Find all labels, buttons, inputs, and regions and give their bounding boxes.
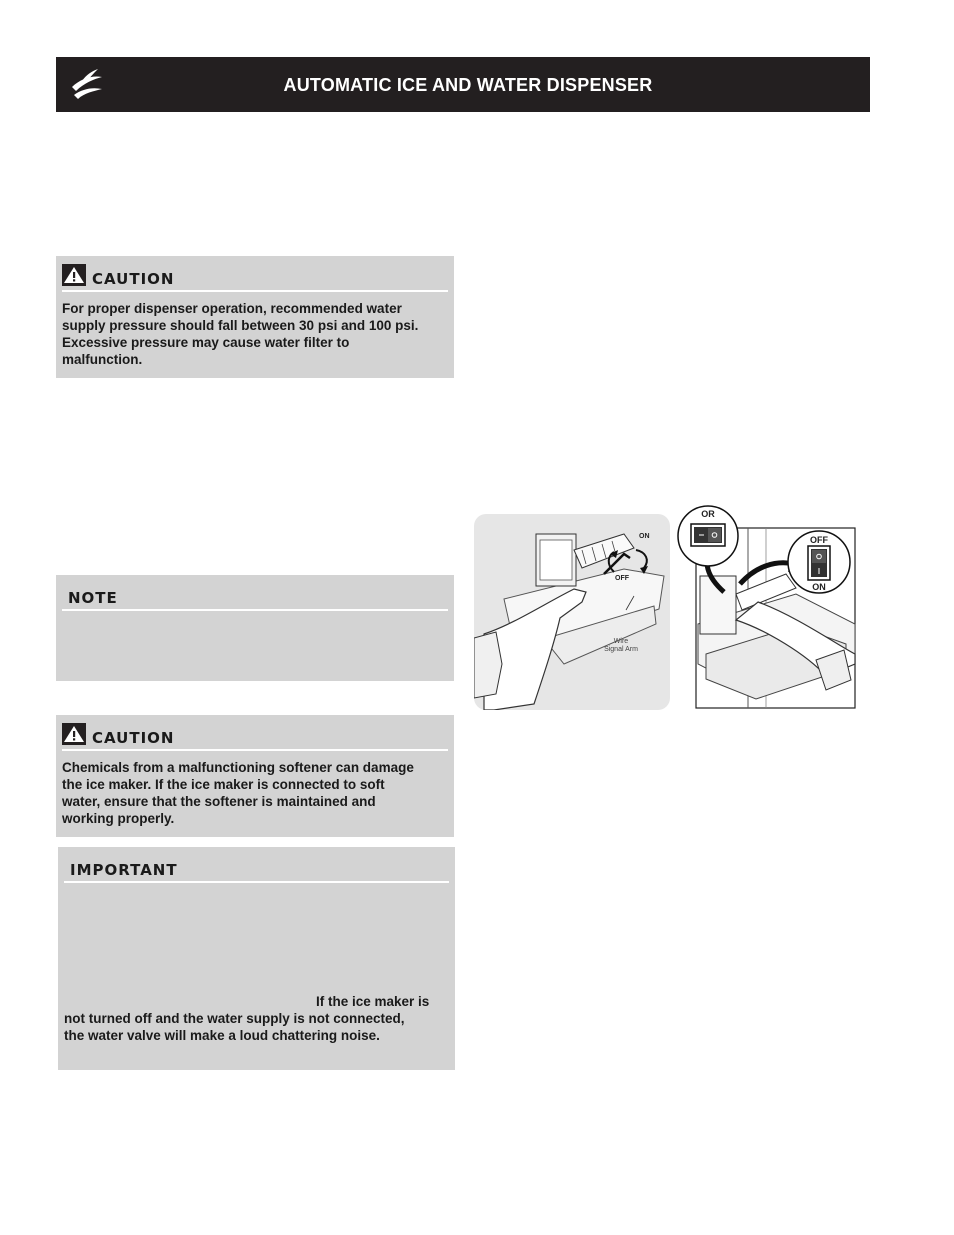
wire-label: Wire bbox=[613, 638, 629, 645]
ice-maker-illustration bbox=[474, 514, 670, 710]
important-title: IMPORTANT bbox=[70, 861, 178, 879]
text-line: the ice maker. If the ice maker is connected to soft bbox=[62, 777, 385, 792]
section-header bbox=[56, 57, 870, 112]
warning-icon bbox=[62, 264, 86, 286]
note-box bbox=[56, 575, 454, 681]
important-text bbox=[64, 993, 444, 1044]
on-label: ON bbox=[812, 582, 826, 592]
text-line: malfunction. bbox=[62, 352, 143, 367]
caution-title: CAUTION bbox=[92, 729, 175, 747]
text-line: water, ensure that the softener is maintained and bbox=[62, 794, 376, 809]
warning-icon bbox=[62, 723, 86, 745]
switch-illustration bbox=[676, 504, 858, 710]
off-label: OFF bbox=[810, 535, 828, 545]
caution-box-softener bbox=[56, 715, 454, 837]
signal-arm-label: Signal Arm bbox=[604, 646, 638, 653]
caution-title: CAUTION bbox=[92, 270, 175, 288]
important-box bbox=[58, 847, 455, 1070]
text-line: the water valve will make a loud chattering noise. bbox=[64, 1028, 380, 1043]
text-line: not turned off and the water supply is not connected, bbox=[64, 1011, 405, 1026]
note-heading bbox=[62, 583, 448, 611]
caution-heading bbox=[62, 264, 448, 292]
important-heading bbox=[64, 855, 449, 883]
text-line: Excessive pressure may cause water filter to bbox=[62, 335, 350, 350]
text-line: For proper dispenser operation, recommended water bbox=[62, 301, 402, 316]
text-line: working properly. bbox=[62, 811, 175, 826]
caution-box-water-pressure bbox=[56, 256, 454, 378]
text-line: Chemicals from a malfunctioning softener can damage bbox=[62, 760, 414, 775]
caution-heading bbox=[62, 723, 448, 751]
figure-ice-maker-signal-arm bbox=[474, 514, 670, 710]
caution-text bbox=[62, 759, 414, 827]
or-label: OR bbox=[701, 509, 715, 519]
page-title: AUTOMATIC ICE AND WATER DISPENSER bbox=[283, 75, 653, 95]
caution-text bbox=[62, 300, 418, 368]
note-title: NOTE bbox=[68, 589, 118, 607]
text-line: supply pressure should fall between 30 psi and 100 psi. bbox=[62, 318, 419, 333]
off-label: OFF bbox=[615, 575, 629, 582]
figure-ice-maker-switch bbox=[676, 504, 858, 710]
on-label: ON bbox=[639, 533, 650, 540]
text-line: If the ice maker is bbox=[316, 994, 430, 1009]
